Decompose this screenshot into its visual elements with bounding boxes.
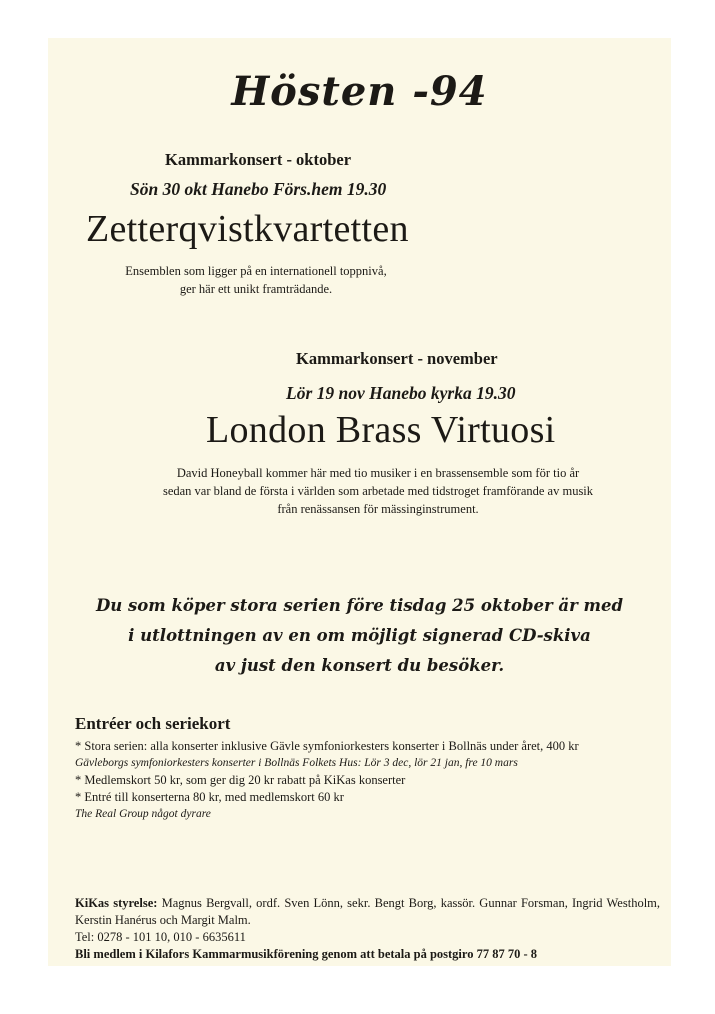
concert2-kicker: Kammarkonsert - november	[296, 349, 498, 368]
promo-text	[48, 591, 671, 681]
price-note-symfoni: Gävleborgs symfoniorkesters konserter i Bollnäs Folkets Hus: Lör 3 dec, lör 21 jan, fre 10 mars	[75, 757, 518, 769]
board-label: KiKas styrelse:	[75, 896, 158, 910]
board-text: Magnus Bergvall, ordf. Sven Lönn, sekr. Bengt Borg, kassör. Gunnar Forsman, Ingrid Westholm, Kerstin Hanérus och Margit Malm.	[75, 896, 661, 927]
concert2-description	[143, 464, 613, 518]
concert1-kicker: Kammarkonsert - oktober	[165, 150, 352, 169]
concert2-desc-line: från renässansen för mässinginstrument.	[277, 502, 479, 516]
promo-line: i utlottningen av en om möjligt signerad CD-skiva	[128, 626, 591, 645]
concert2-name: London Brass Virtuosi	[206, 409, 556, 451]
board-members	[75, 895, 660, 929]
price-line-stora-serien: * Stora serien: alla konserter inklusive Gävle symfoniorkesters konserter i Bollnäs under året, 400 kr	[75, 739, 579, 753]
board-info	[75, 895, 660, 963]
board-phone: Tel: 0278 - 101 10, 010 - 6635611	[75, 930, 246, 944]
price-line-medlemskort: * Medlemskort 50 kr, som ger dig 20 kr rabatt på KiKas konserter	[75, 773, 406, 787]
concert2-when: Lör 19 nov Hanebo kyrka 19.30	[286, 383, 516, 403]
concert1-when: Sön 30 okt Hanebo Förs.hem 19.30	[130, 179, 387, 199]
flyer-page	[48, 38, 671, 966]
prices-list	[75, 738, 665, 823]
promo-line: av just den konsert du besöker.	[214, 656, 505, 675]
prices-heading: Entréer och seriekort	[75, 714, 231, 733]
flyer-title: Hösten -94	[231, 68, 488, 115]
concert2-desc-line: sedan var bland de första i världen som arbetade med tidstroget framförande av musik	[162, 484, 594, 498]
promo-line: Du som köper stora serien före tisdag 25 oktober är med	[95, 596, 624, 615]
concert1-desc-line: ger här ett unikt framträdande.	[179, 282, 333, 296]
concert2-desc-line: David Honeyball kommer här med tio musiker i en brassensemble som för tio år	[176, 466, 580, 480]
price-line-entre: * Entré till konserterna 80 kr, med medlemskort 60 kr	[75, 790, 344, 804]
concert1-desc-line: Ensemblen som ligger på en internationell toppnivå,	[125, 264, 387, 278]
concert1-name: Zetterqvistkvartetten	[86, 208, 409, 250]
price-note-real-group: The Real Group något dyrare	[75, 808, 211, 820]
concert1-description	[106, 262, 406, 298]
membership-info: Bli medlem i Kilafors Kammarmusikförening genom att betala på postgiro 77 87 70 - 8	[75, 947, 538, 961]
